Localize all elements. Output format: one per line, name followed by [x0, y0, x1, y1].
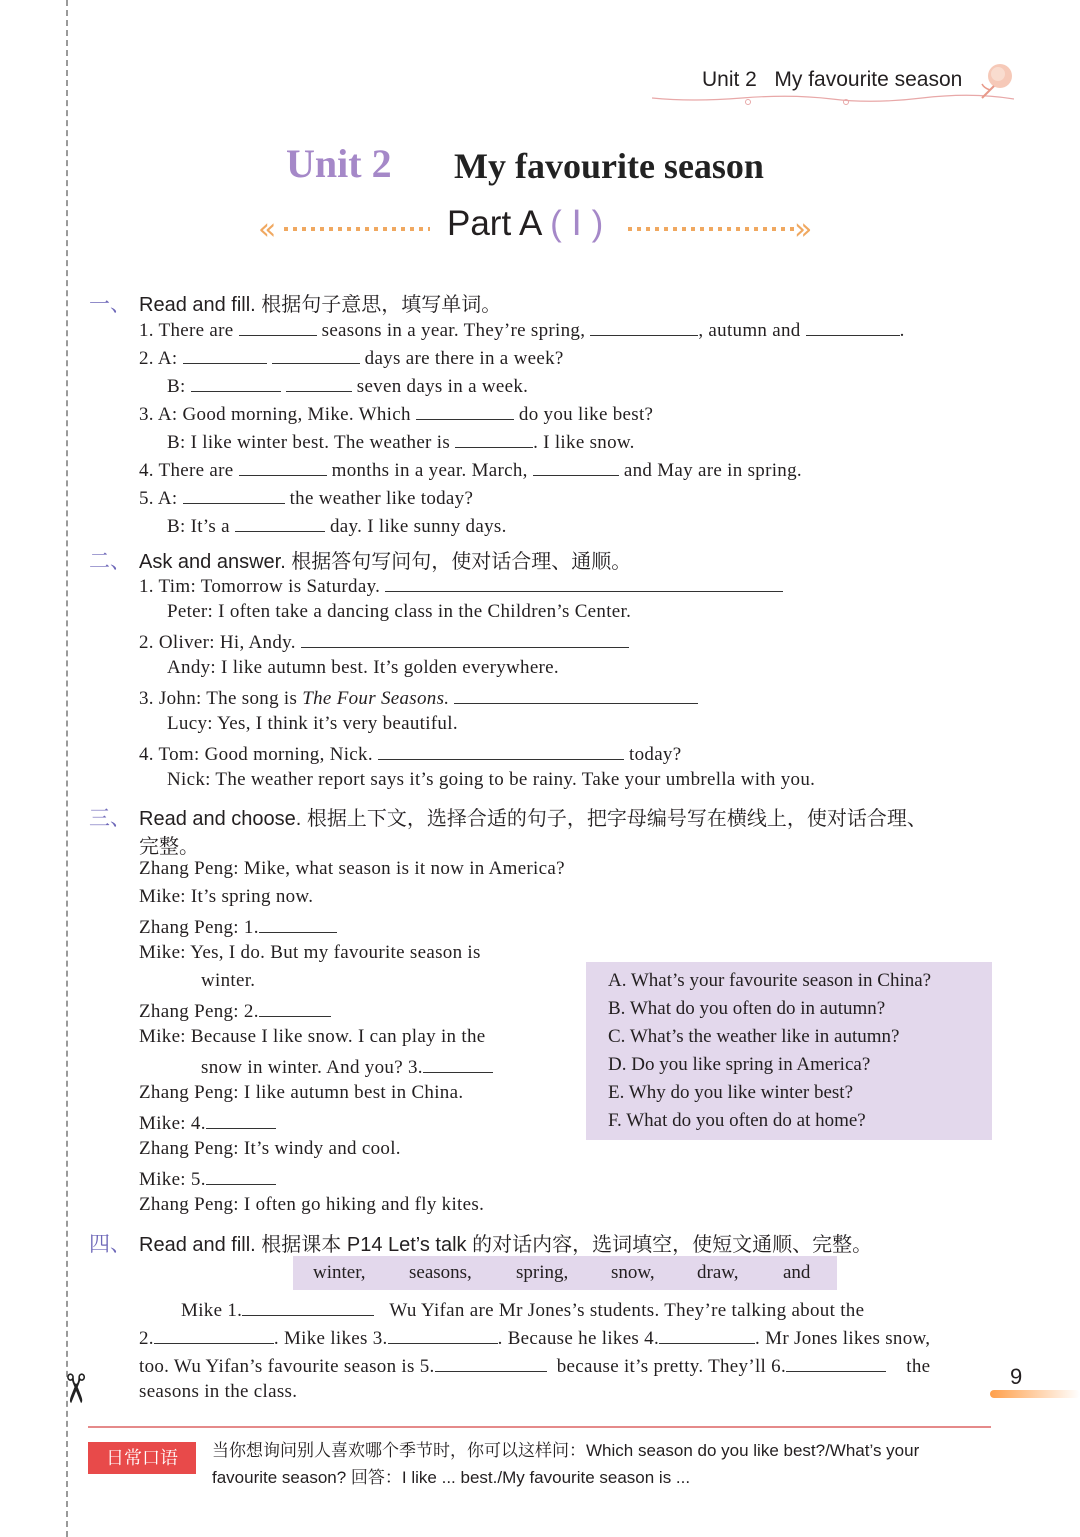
dialog-line: Mike: It’s spring now. — [139, 886, 314, 907]
header-ornament-line — [652, 94, 1014, 106]
s2-item-4a: 4. Tom: Good morning, Nick. today? — [139, 741, 681, 766]
tip-label: 日常口语 — [88, 1442, 196, 1474]
answer-blank[interactable] — [154, 1325, 274, 1344]
option-a: A. What’s your favourite season in China? — [608, 970, 932, 991]
answer-blank[interactable] — [183, 485, 285, 504]
option-e: E. Why do you like winter best? — [608, 1082, 854, 1103]
svg-text:«: « — [258, 214, 277, 244]
section-1-number: 一、 — [89, 293, 131, 316]
flower-icon — [980, 60, 1016, 100]
dialog-line: Zhang Peng: I often go hiking and fly kites. — [139, 1194, 485, 1215]
s1-item-5a: 5. A: the weather like today? — [139, 485, 473, 510]
answer-blank[interactable] — [242, 1297, 374, 1316]
answer-blank[interactable] — [388, 1325, 498, 1344]
passage-line: too. Wu Yifan’s favourite season is 5. because it’s pretty. They’ll 6. the — [139, 1353, 930, 1378]
passage-line: Mike 1. Wu Yifan are Mr Jones’s students. They’re talking about the — [181, 1297, 864, 1322]
dialog-line: Zhang Peng: It’s windy and cool. — [139, 1138, 401, 1159]
answer-blank[interactable] — [786, 1353, 886, 1372]
dialog-line: Zhang Peng: 1. — [139, 914, 337, 939]
dialog-line: winter. — [201, 970, 256, 991]
svg-text:»: » — [794, 214, 813, 244]
word-bank-item: snow, — [611, 1262, 655, 1283]
word-bank-item: winter, — [313, 1262, 366, 1283]
dialog-line: Mike: 5. — [139, 1166, 276, 1191]
passage-line: seasons in the class. — [139, 1381, 298, 1402]
dialog-line: Mike: 4. — [139, 1110, 276, 1135]
s1-item-3b: B: I like winter best. The weather is . I like snow. — [167, 429, 635, 454]
answer-blank[interactable] — [416, 401, 514, 420]
unit-number: Unit 2 — [286, 141, 392, 186]
s2-item-4b: Nick: The weather report says it’s going to be rainy. Take your umbrella with you. — [167, 769, 816, 790]
header-unit: Unit 2 — [702, 68, 757, 91]
footer-divider — [88, 1426, 991, 1428]
answer-blank[interactable] — [235, 513, 325, 532]
answer-blank[interactable] — [533, 457, 619, 476]
s1-item-3a: 3. A: Good morning, Mike. Which do you like best? — [139, 401, 653, 426]
section-2-heading: Ask and answer. 根据答句写问句，使对话合理、通顺。 — [139, 551, 632, 573]
answer-line[interactable] — [454, 685, 698, 704]
answer-line[interactable] — [378, 741, 624, 760]
option-d: D. Do you like spring in America? — [608, 1054, 871, 1075]
dialog-line: Mike: Yes, I do. But my favourite season is — [139, 942, 481, 963]
answer-blank[interactable] — [286, 373, 352, 392]
tip-text-line-1: 当你想询问别人喜欢哪个季节时，你可以这样问：Which season do you like best?/What’s your — [212, 1441, 920, 1460]
word-bank-item: spring, — [516, 1262, 569, 1283]
answer-blank[interactable] — [435, 1353, 547, 1372]
answer-line[interactable] — [301, 629, 629, 648]
word-bank-item: and — [783, 1262, 811, 1283]
section-2-number: 二、 — [89, 550, 131, 573]
s2-item-2b: Andy: I like autumn best. It’s golden everywhere. — [167, 657, 559, 678]
page-number-bar — [990, 1390, 1080, 1398]
option-f: F. What do you often do at home? — [608, 1110, 866, 1131]
answer-blank[interactable] — [272, 345, 360, 364]
s2-item-1a: 1. Tim: Tomorrow is Saturday. — [139, 573, 783, 598]
answer-blank[interactable] — [206, 1110, 276, 1129]
left-arrow-ornament — [258, 214, 433, 244]
answer-blank[interactable] — [191, 373, 281, 392]
right-arrow-ornament — [626, 214, 822, 244]
s2-item-2a: 2. Oliver: Hi, Andy. — [139, 629, 629, 654]
answer-blank[interactable] — [259, 914, 337, 933]
dialog-line: Mike: Because I like snow. I can play in the — [139, 1026, 486, 1047]
header-title: My favourite season — [774, 68, 963, 91]
answer-blank[interactable] — [259, 998, 331, 1017]
s1-item-1: 1. There are seasons in a year. They’re spring, , autumn and . — [139, 317, 905, 342]
part-heading — [447, 204, 603, 244]
s2-item-3b: Lucy: Yes, I think it’s very beautiful. — [167, 713, 458, 734]
dialog-line: Zhang Peng: I like autumn best in China. — [139, 1082, 464, 1103]
word-bank-item: draw, — [697, 1262, 739, 1283]
word-bank-item: seasons, — [409, 1262, 472, 1283]
s1-item-2a: 2. A: days are there in a week? — [139, 345, 564, 370]
section-1-heading: Read and fill. 根据句子意思，填写单词。 — [139, 294, 502, 316]
unit-title: My favourite season — [454, 146, 764, 186]
passage-line: 2. . Mike likes 3. . Because he likes 4. . Mr Jones likes snow, — [139, 1325, 930, 1350]
option-c: C. What’s the weather like in autumn? — [608, 1026, 900, 1047]
answer-blank[interactable] — [239, 457, 327, 476]
scissors-icon: ✂ — [52, 1371, 98, 1406]
answer-blank[interactable] — [806, 317, 900, 336]
answer-line[interactable] — [385, 573, 783, 592]
part-number: ( Ⅰ ) — [550, 204, 604, 243]
section-3-number: 三、 — [89, 807, 131, 830]
tip-text-line-2: favourite season? 回答：I like ... best./My favourite season is ... — [212, 1468, 691, 1487]
answer-blank[interactable] — [590, 317, 698, 336]
s1-item-2b: B: seven days in a week. — [167, 373, 528, 398]
s1-item-5b: B: It’s a day. I like sunny days. — [167, 513, 507, 538]
answer-blank[interactable] — [423, 1054, 493, 1073]
section-3-heading-cont: 完整。 — [139, 836, 199, 858]
s2-item-3a: 3. John: The song is The Four Seasons. — [139, 685, 698, 710]
answer-blank[interactable] — [659, 1325, 755, 1344]
answer-blank[interactable] — [206, 1166, 276, 1185]
answer-blank[interactable] — [239, 317, 317, 336]
section-3-heading: Read and choose. 根据上下文，选择合适的句子，把字母编号写在横线上，使对话合理、 — [139, 808, 927, 830]
section-4-number: 四、 — [89, 1233, 131, 1256]
part-label: Part A — [447, 204, 541, 243]
section-4-heading: Read and fill. 根据课本 P14 Let’s talk 的对话内容，选词填空，使短文通顺、完整。 — [139, 1234, 873, 1256]
s1-item-4: 4. There are months in a year. March, and May are in spring. — [139, 457, 802, 482]
cut-line — [66, 0, 68, 1537]
page-number: 9 — [1010, 1364, 1023, 1389]
option-b: B. What do you often do in autumn? — [608, 998, 886, 1019]
answer-blank[interactable] — [183, 345, 267, 364]
running-header — [702, 68, 962, 92]
dialog-line: Zhang Peng: Mike, what season is it now in America? — [139, 858, 565, 879]
dialog-line: Zhang Peng: 2. — [139, 998, 331, 1023]
answer-blank[interactable] — [455, 429, 533, 448]
s2-item-1b: Peter: I often take a dancing class in the Children’s Center. — [167, 601, 632, 622]
dialog-line: snow in winter. And you? 3. — [201, 1054, 493, 1079]
